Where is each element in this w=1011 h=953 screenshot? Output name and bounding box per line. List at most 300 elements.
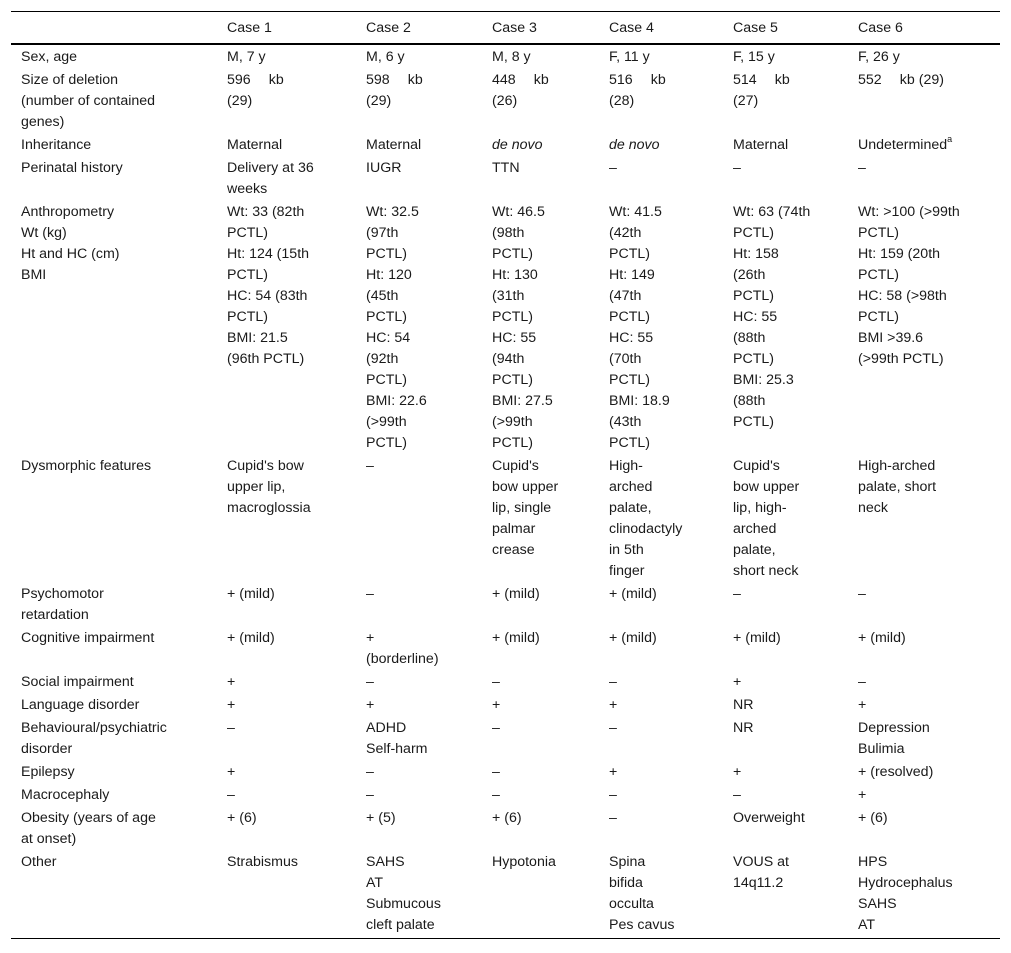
cell-text: + (6) [227, 810, 257, 826]
cell-text: – [858, 160, 866, 176]
case-5-cell [723, 785, 848, 808]
case-5-cell [723, 808, 848, 852]
cell-line [733, 477, 844, 498]
cell-line [858, 265, 996, 286]
case-3-cell [482, 852, 599, 939]
cell-text: + (mild) [609, 630, 657, 646]
cell-line [609, 519, 719, 540]
cell-line [733, 584, 844, 605]
cell-text: Bulimia [858, 741, 905, 757]
cell-text: – [733, 787, 741, 803]
case-4-cell [599, 456, 723, 584]
cell-text: palate, short [858, 479, 937, 495]
cell-line [492, 456, 595, 477]
cell-line [366, 370, 478, 391]
case-6-cell [848, 695, 1000, 718]
cell-line [609, 244, 719, 265]
cell-line [366, 718, 478, 739]
case-3-cell [482, 70, 599, 135]
cell-line [733, 91, 844, 112]
row-label-line: BMI [21, 267, 47, 283]
cell-line [858, 328, 996, 349]
case-3-cell [482, 135, 599, 158]
table-row [11, 158, 1000, 202]
cell-line [609, 265, 719, 286]
case-3-cell [482, 785, 599, 808]
row-label [11, 135, 217, 158]
case-1-cell [217, 852, 356, 939]
cell-line [227, 286, 352, 307]
cell-line [492, 244, 595, 265]
cell-line [492, 498, 595, 519]
cell-line [858, 695, 996, 716]
cell-line [733, 561, 844, 582]
cell-line [492, 785, 595, 806]
cell-line [492, 852, 595, 873]
cell-text: (92th [366, 351, 399, 367]
cell-line [733, 286, 844, 307]
cell-line [858, 672, 996, 693]
case-6-cell [848, 70, 1000, 135]
table-row [11, 695, 1000, 718]
table-row [11, 584, 1000, 628]
cell-text: + (mild) [609, 586, 657, 602]
cell-line [366, 349, 478, 370]
table-row [11, 718, 1000, 762]
cell-text: + [733, 674, 742, 690]
case-6-cell [848, 44, 1000, 70]
cell-line [366, 433, 478, 454]
cell-text: (26) [492, 93, 518, 109]
cell-line [609, 135, 719, 156]
cell-line [492, 328, 595, 349]
cell-line [492, 370, 595, 391]
cell-line [366, 873, 478, 894]
cell-text: (29) [227, 93, 253, 109]
cell-line [227, 628, 352, 649]
cell-text: HC: 55 [733, 309, 778, 325]
case-2-cell [356, 672, 482, 695]
cell-text: BMI >39.6 [858, 330, 924, 346]
cell-text: PCTL) [227, 225, 268, 241]
case-4-cell [599, 44, 723, 70]
cell-text: M, 6 y [366, 49, 405, 65]
cell-text: + [227, 764, 236, 780]
cell-line [366, 894, 478, 915]
cell-text: + (6) [858, 810, 888, 826]
cell-text: SAHS [366, 854, 405, 870]
cell-text: Wt: 41.5 [609, 204, 662, 220]
cell-text: + (resolved) [858, 764, 934, 780]
case-2-cell [356, 70, 482, 135]
cell-text: (29) [366, 93, 392, 109]
cell-text: – [227, 720, 235, 736]
cell-line [733, 852, 844, 873]
cell-text: F, 11 y [609, 49, 650, 65]
row-label-line: Size of deletion [21, 72, 119, 88]
case-1-cell [217, 718, 356, 762]
cell-line [492, 70, 595, 91]
case-5-cell [723, 852, 848, 939]
cell-text: Maternal [227, 137, 283, 153]
cell-text: NR [733, 697, 754, 713]
case-3-cell [482, 695, 599, 718]
cell-line [733, 244, 844, 265]
cell-line [609, 47, 719, 68]
cell-line [609, 561, 719, 582]
cell-text: – [227, 787, 235, 803]
cell-line [733, 540, 844, 561]
cell-line [366, 286, 478, 307]
cell-text: neck [858, 500, 888, 516]
cell-line [733, 70, 844, 91]
cell-text: occulta [609, 896, 654, 912]
case-4-cell [599, 852, 723, 939]
cell-text: High-arched [858, 458, 936, 474]
header-row [11, 12, 1000, 45]
cell-text: PCTL) [858, 267, 899, 283]
cell-line [366, 584, 478, 605]
cell-line [609, 349, 719, 370]
row-label [11, 785, 217, 808]
cell-line [858, 307, 996, 328]
row-label-line: Language disorder [21, 697, 140, 713]
cell-text: 552 kb (29) [858, 72, 944, 88]
cell-text: Maternal [733, 137, 789, 153]
case-4-cell [599, 628, 723, 672]
cell-line [227, 158, 352, 179]
case-4-cell [599, 672, 723, 695]
cell-line [733, 718, 844, 739]
cell-line [492, 540, 595, 561]
case-4-cell [599, 718, 723, 762]
cell-line [609, 412, 719, 433]
cell-line [492, 202, 595, 223]
cell-line [227, 785, 352, 806]
cell-text: palate, [733, 542, 776, 558]
cell-text: + (mild) [227, 586, 275, 602]
table-row [11, 762, 1000, 785]
cell-line [858, 158, 996, 179]
case-2-cell [356, 584, 482, 628]
case-2-cell [356, 135, 482, 158]
row-label [11, 44, 217, 70]
row-label [11, 808, 217, 852]
row-label [11, 762, 217, 785]
cell-text: – [492, 787, 500, 803]
cell-line [366, 244, 478, 265]
cell-text: PCTL) [733, 351, 774, 367]
case-1-cell [217, 158, 356, 202]
case-6-cell [848, 785, 1000, 808]
cell-text: Maternal [366, 137, 422, 153]
row-label-line: Macrocephaly [21, 787, 110, 803]
case-5-cell [723, 695, 848, 718]
case-4-cell [599, 785, 723, 808]
cell-line [858, 498, 996, 519]
cell-text: – [492, 764, 500, 780]
cell-line [733, 762, 844, 783]
cell-text: + [858, 787, 867, 803]
cell-text: HC: 54 (83th [227, 288, 308, 304]
cell-text: 14q11.2 [733, 875, 784, 891]
case-2-cell [356, 852, 482, 939]
row-label-line: Social impairment [21, 674, 134, 690]
cell-line [609, 498, 719, 519]
cell-line [609, 456, 719, 477]
row-label-line: Wt (kg) [21, 225, 67, 241]
case-1-cell [217, 672, 356, 695]
case-2-cell [356, 718, 482, 762]
row-label-line: Psychomotor [21, 586, 104, 602]
cell-line [858, 202, 996, 223]
cell-text: HC: 55 [609, 330, 654, 346]
cell-text: (94th [492, 351, 525, 367]
cell-text: + (mild) [492, 586, 540, 602]
cell-line [858, 718, 996, 739]
cell-text: (>99th PCTL) [858, 351, 944, 367]
case-3-cell [482, 808, 599, 852]
case-3-cell [482, 762, 599, 785]
row-label-line: Anthropometry [21, 204, 115, 220]
cell-text: PCTL) [492, 246, 533, 262]
cell-line [366, 628, 478, 649]
cell-line [366, 785, 478, 806]
cell-text: ADHD [366, 720, 407, 736]
case-1-cell [217, 628, 356, 672]
row-label-line: Ht and HC (cm) [21, 246, 120, 262]
cell-line [858, 584, 996, 605]
cell-text: arched [733, 521, 777, 537]
cell-text: Spina [609, 854, 646, 870]
row-label [11, 70, 217, 135]
cell-text: PCTL) [227, 267, 268, 283]
cell-text: (98th [492, 225, 525, 241]
cell-text: Cupid's [733, 458, 780, 474]
cell-text: cleft palate [366, 917, 435, 933]
cell-line [733, 158, 844, 179]
row-label-line: Obesity (years of age [21, 810, 156, 826]
cell-text: Cupid's [492, 458, 539, 474]
cell-text: (96th PCTL) [227, 351, 305, 367]
cell-line [858, 852, 996, 873]
clinical-features-table [11, 11, 1000, 939]
cell-line [858, 873, 996, 894]
case-3-cell [482, 628, 599, 672]
row-label-line: Other [21, 854, 57, 870]
cell-line [858, 477, 996, 498]
case-5-cell [723, 672, 848, 695]
cell-text: weeks [227, 181, 268, 197]
cell-line [492, 135, 595, 156]
cell-text: lip, high- [733, 500, 787, 516]
case-6-cell [848, 628, 1000, 672]
table-row [11, 456, 1000, 584]
row-label-line: (number of contained [21, 93, 156, 109]
cell-text: PCTL) [858, 309, 899, 325]
cell-line [227, 349, 352, 370]
cell-line [858, 739, 996, 760]
cell-text: (>99th [366, 414, 407, 430]
cell-text: – [366, 764, 374, 780]
table-row [11, 672, 1000, 695]
cell-line [227, 328, 352, 349]
cell-text: Overweight [733, 810, 805, 826]
cell-line [609, 785, 719, 806]
cell-line [609, 286, 719, 307]
case-6-cell [848, 456, 1000, 584]
cell-line [366, 223, 478, 244]
cell-text: VOUS at [733, 854, 789, 870]
cell-line [858, 456, 996, 477]
cell-text: Ht: 158 [733, 246, 779, 262]
cell-line [609, 70, 719, 91]
cell-line [366, 808, 478, 829]
cell-text: – [366, 586, 374, 602]
cell-text: BMI: 21.5 [227, 330, 288, 346]
cell-text: HC: 55 [492, 330, 537, 346]
table-row [11, 628, 1000, 672]
header-case-1: Case 1 [227, 19, 272, 36]
cell-text: (43th [609, 414, 642, 430]
cell-text: PCTL) [492, 435, 533, 451]
row-label [11, 852, 217, 939]
case-6-cell [848, 808, 1000, 852]
cell-line [227, 477, 352, 498]
case-4-cell [599, 135, 723, 158]
cell-text: PCTL) [492, 309, 533, 325]
case-5-cell [723, 762, 848, 785]
case-5-cell [723, 158, 848, 202]
cell-line [858, 286, 996, 307]
cell-line [733, 47, 844, 68]
cell-line [733, 873, 844, 894]
cell-text: + [492, 697, 501, 713]
cell-line [858, 785, 996, 806]
cell-text: AT [366, 875, 384, 891]
cell-text: HC: 54 [366, 330, 411, 346]
header-case-2: Case 2 [366, 19, 411, 36]
cell-text: lip, single [492, 500, 552, 516]
row-label-line: Dysmorphic features [21, 458, 152, 474]
cell-line [227, 135, 352, 156]
cell-text: + (5) [366, 810, 396, 826]
cell-text: – [366, 458, 374, 474]
cell-line [858, 349, 996, 370]
header-cell-blank [11, 12, 217, 45]
row-label [11, 628, 217, 672]
cell-text: finger [609, 563, 645, 579]
cell-line [227, 718, 352, 739]
table-row [11, 135, 1000, 158]
row-label [11, 718, 217, 762]
cell-text: BMI: 27.5 [492, 393, 553, 409]
cell-line [227, 695, 352, 716]
cell-line [858, 47, 996, 68]
cell-text: – [492, 674, 500, 690]
cell-text: clinodactyly [609, 521, 683, 537]
case-1-cell [217, 70, 356, 135]
cell-line [858, 894, 996, 915]
table-row [11, 808, 1000, 852]
row-label-line: at onset) [21, 831, 77, 847]
cell-text: Delivery at 36 [227, 160, 314, 176]
cell-line [609, 584, 719, 605]
cell-text: HC: 58 (>98th [858, 288, 947, 304]
cell-line [227, 498, 352, 519]
cell-line [492, 349, 595, 370]
case-4-cell [599, 762, 723, 785]
case-1-cell [217, 808, 356, 852]
cell-text: PCTL) [733, 288, 774, 304]
cell-text: – [609, 720, 617, 736]
header-case-6: Case 6 [858, 19, 903, 36]
case-1-cell [217, 584, 356, 628]
cell-text: Cupid's bow [227, 458, 304, 474]
row-label-line: genes) [21, 114, 65, 130]
row-label-line: Sex, age [21, 49, 78, 65]
cell-line [609, 695, 719, 716]
cell-line [609, 915, 719, 936]
cell-text: PCTL) [609, 372, 650, 388]
cell-text: arched [609, 479, 653, 495]
case-4-cell [599, 70, 723, 135]
cell-line [492, 672, 595, 693]
cell-text: (45th [366, 288, 399, 304]
cell-line [366, 456, 478, 477]
cell-text: – [609, 787, 617, 803]
cell-text: (42th [609, 225, 642, 241]
cell-line [492, 433, 595, 454]
cell-text: Ht: 130 [492, 267, 538, 283]
cell-line [492, 47, 595, 68]
cell-text: Wt: 46.5 [492, 204, 545, 220]
cell-line [492, 628, 595, 649]
cell-text: Wt: >100 (>99th [858, 204, 960, 220]
cell-line [858, 915, 996, 936]
cell-text: PCTL) [609, 246, 650, 262]
cell-line [733, 695, 844, 716]
cell-text: Ht: 124 (15th [227, 246, 310, 262]
cell-line [227, 672, 352, 693]
case-2-cell [356, 44, 482, 70]
row-label [11, 584, 217, 628]
cell-line [492, 695, 595, 716]
cell-text: – [733, 160, 741, 176]
cell-text: crease [492, 542, 535, 558]
cell-line [492, 808, 595, 829]
cell-text: palate, [609, 500, 652, 516]
cell-text: PCTL) [492, 372, 533, 388]
case-3-cell [482, 158, 599, 202]
cell-text: Undetermined [858, 137, 948, 153]
cell-line [227, 244, 352, 265]
cell-line [733, 519, 844, 540]
row-label-line: disorder [21, 741, 73, 757]
cell-line [609, 158, 719, 179]
cell-text: PCTL) [227, 309, 268, 325]
cell-line [609, 718, 719, 739]
case-4-cell [599, 202, 723, 456]
cell-line [609, 808, 719, 829]
cell-text: Ht: 159 (20th [858, 246, 941, 262]
cell-line [609, 852, 719, 873]
cell-text: – [858, 674, 866, 690]
cell-text: HPS [858, 854, 888, 870]
cell-line [366, 91, 478, 112]
cell-text: in 5th [609, 542, 644, 558]
case-6-cell [848, 158, 1000, 202]
